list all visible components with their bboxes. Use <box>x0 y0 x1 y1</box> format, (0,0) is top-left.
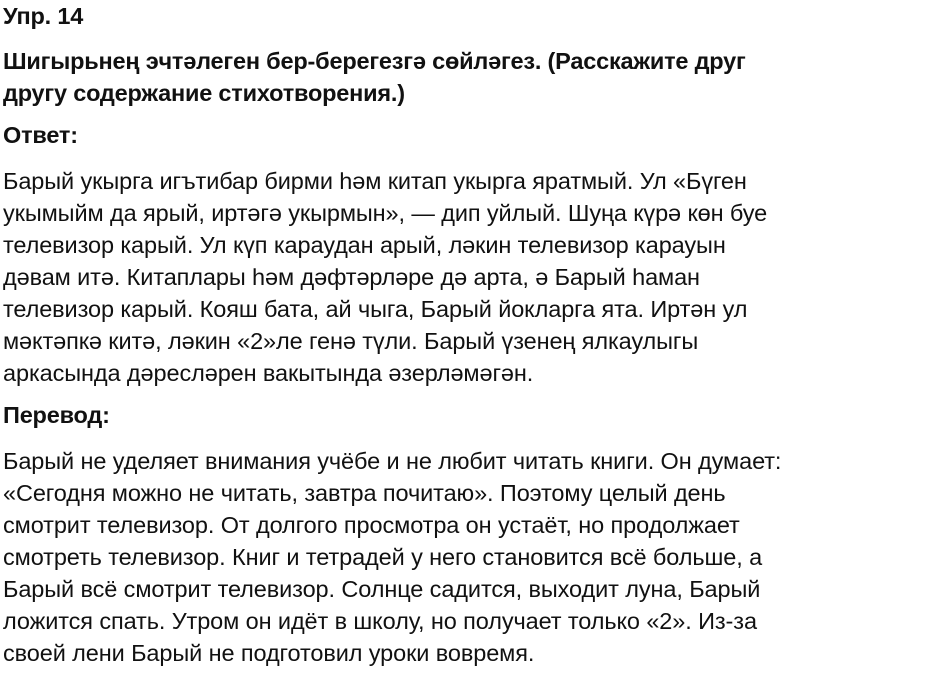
translation-paragraph <box>3 445 941 669</box>
task-line: Шигырьнең эчтәлеген бер-берегезгә сөйләгез. (Расскажите друг <box>3 48 746 74</box>
exercise-label: Упр. 14 <box>3 3 84 29</box>
answer-heading: Ответ: <box>3 122 78 148</box>
answer-line: аркасында дәресләрен вакытында әзерләмәгән. <box>3 360 534 386</box>
translation-line: ложится спать. Утром он идёт в школу, но получает только «2». Из-за <box>3 608 757 634</box>
translation-line: своей лени Барый не подготовил уроки вовремя. <box>3 640 535 666</box>
task-line: другу содержание стихотворения.) <box>3 80 405 106</box>
answer-line: телевизор карый. Кояш бата, ай чыга, Барый йокларга ята. Иртән ул <box>3 296 748 322</box>
answer-line: дәвам итә. Китаплары һәм дәфтәрләре дә арта, ә Барый һаман <box>3 264 700 290</box>
answer-line: укымыйм да ярый, иртәгә укырмын», — дип уйлый. Шуңа күрә көн буе <box>3 200 768 226</box>
document-page <box>3 0 941 669</box>
answer-paragraph <box>3 165 941 389</box>
translation-line: смотрит телевизор. От долгого просмотра он устаёт, но продолжает <box>3 512 740 538</box>
answer-line: телевизор карый. Ул күп караудан арый, ләкин телевизор карауын <box>3 232 726 258</box>
translation-line: Барый всё смотрит телевизор. Солнце садится, выходит луна, Барый <box>3 576 761 602</box>
translation-line: смотреть телевизор. Книг и тетрадей у него становится всё больше, а <box>3 544 763 570</box>
translation-line: Барый не уделяет внимания учёбе и не любит читать книги. Он думает: <box>3 448 782 474</box>
answer-line: Барый укырга игътибар бирми һәм китап укырга яратмый. Ул «Бүген <box>3 168 747 194</box>
translation-line: «Сегодня можно не читать, завтра почитаю». Поэтому целый день <box>3 480 726 506</box>
translation-heading: Перевод: <box>3 402 110 428</box>
task-paragraph <box>3 45 941 109</box>
answer-line: мәктәпкә китә, ләкин «2»ле генә түли. Барый үзенең ялкаулыгы <box>3 328 699 354</box>
